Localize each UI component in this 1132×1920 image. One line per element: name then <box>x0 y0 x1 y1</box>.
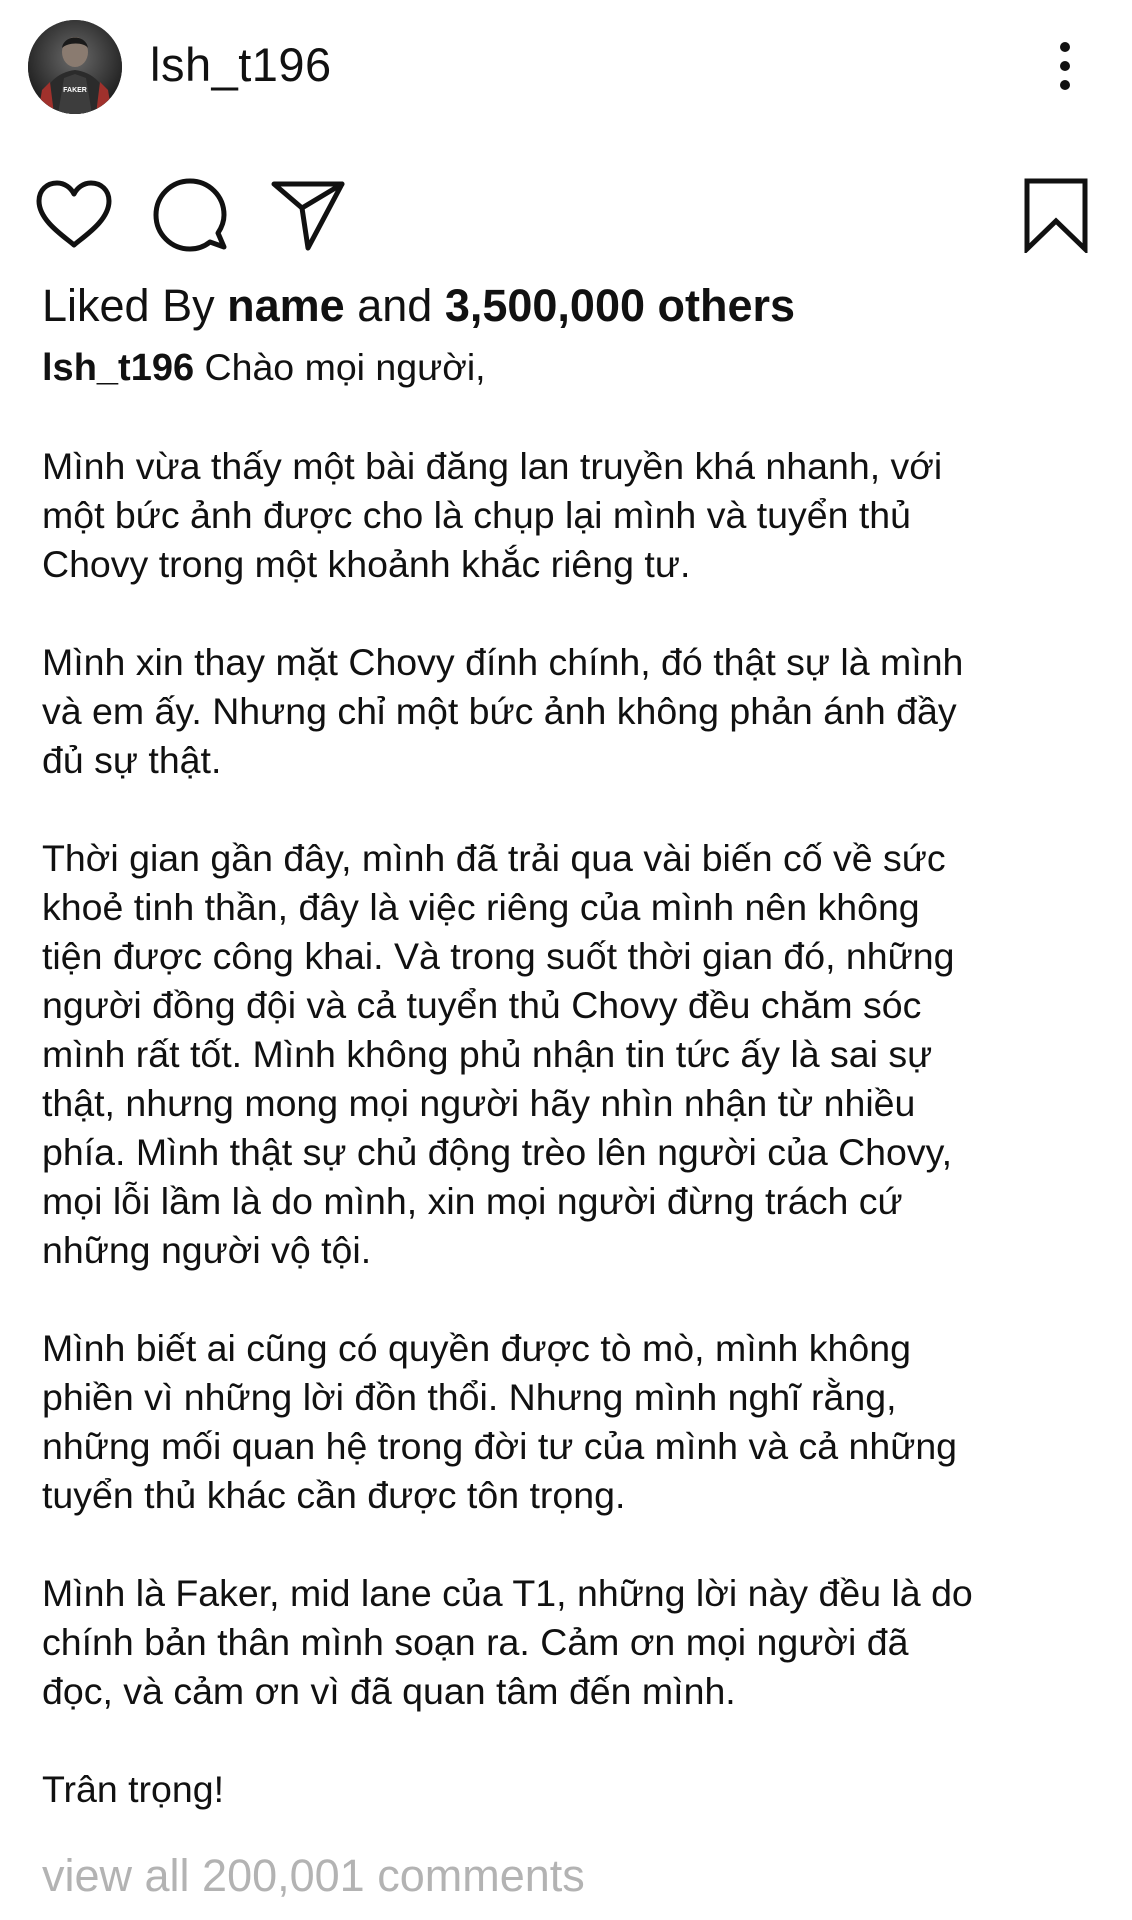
caption-line: Chovy trong một khoảnh khắc riêng tư. <box>42 543 691 585</box>
caption-greeting: Chào mọi người, <box>204 346 486 388</box>
caption-line: Thời gian gần đây, mình đã trải qua vài biến cố về sức <box>42 837 946 879</box>
likes-prefix: Liked By <box>42 280 215 331</box>
caption-line: những người vộ tội. <box>42 1229 372 1271</box>
caption-line: phiền vì những lời đồn thổi. Nhưng mình nghĩ rằng, <box>42 1376 897 1418</box>
post-caption <box>42 343 1102 1863</box>
caption-line: tuyển thủ khác cần được tôn trọng. <box>42 1474 626 1516</box>
caption-line: khoẻ tinh thần, đây là việc riêng của mình nên không <box>42 886 920 928</box>
caption-line: người đồng đội và cả tuyển thủ Chovy đều chăm sóc <box>42 984 922 1026</box>
likes-count[interactable] <box>42 278 795 334</box>
caption-line: Mình xin thay mặt Chovy đính chính, đó thật sự là mình <box>42 641 964 683</box>
heart-icon <box>35 179 113 251</box>
more-dot <box>1060 42 1070 52</box>
caption-paragraph <box>42 834 1102 1275</box>
caption-line: Trân trọng! <box>42 1768 225 1810</box>
caption-line: mình rất tốt. Mình không phủ nhận tin tức ấy là sai sự <box>42 1033 933 1075</box>
caption-line: Mình biết ai cũng có quyền được tò mò, mình không <box>42 1327 911 1369</box>
caption-greeting-line <box>42 343 1102 393</box>
more-vertical-icon[interactable] <box>1040 38 1090 94</box>
like-button[interactable] <box>34 175 114 255</box>
caption-line: một bức ảnh được cho là chụp lại mình và tuyển thủ <box>42 494 912 536</box>
caption-line: đọc, và cảm ơn vì đã quan tâm đến mình. <box>42 1670 736 1712</box>
comment-icon <box>152 177 228 253</box>
caption-line: và em ấy. Nhưng chỉ một bức ảnh không phản ánh đầy <box>42 690 957 732</box>
avatar-image <box>28 20 122 114</box>
send-icon <box>270 178 346 252</box>
avatar[interactable] <box>28 20 122 114</box>
view-all-comments-link[interactable]: view all 200,001 comments <box>42 1850 585 1901</box>
caption-line: đủ sự thật. <box>42 739 222 781</box>
caption-line: Mình là Faker, mid lane của T1, những lời này đều là do <box>42 1572 973 1614</box>
caption-line: những mối quan hệ trong đời tư của mình và cả những <box>42 1425 958 1467</box>
caption-line: mọi lỗi lầm là do mình, xin mọi người đừng trách cứ <box>42 1180 903 1222</box>
caption-paragraph <box>42 442 1102 589</box>
more-dot <box>1060 80 1070 90</box>
likes-name[interactable]: name <box>227 280 345 331</box>
likes-middle: and <box>357 280 433 331</box>
post-username[interactable]: lsh_t196 <box>150 38 332 91</box>
comment-button[interactable] <box>150 175 230 255</box>
save-button[interactable] <box>1016 175 1096 255</box>
caption-line: tiện được công khai. Và trong suốt thời gian đó, những <box>42 935 955 977</box>
caption-line: thật, nhưng mong mọi người hãy nhìn nhận từ nhiều <box>42 1082 916 1124</box>
share-button[interactable] <box>268 175 348 255</box>
likes-others[interactable]: 3,500,000 others <box>444 280 796 331</box>
caption-line: phía. Mình thật sự chủ động trèo lên người của Chovy, <box>42 1131 953 1173</box>
caption-username[interactable]: lsh_t196 <box>42 347 195 389</box>
bookmark-icon <box>1023 177 1089 253</box>
post-header <box>0 0 1132 150</box>
avatar-jersey-text: FAKER <box>63 87 87 94</box>
caption-line: chính bản thân mình soạn ra. Cảm ơn mọi người đã <box>42 1621 909 1663</box>
more-dot <box>1060 61 1070 71</box>
caption-paragraph <box>42 1569 1102 1716</box>
caption-line: Mình vừa thấy một bài đăng lan truyền khá nhanh, với <box>42 445 943 487</box>
caption-paragraph <box>42 638 1102 785</box>
caption-paragraph <box>42 1765 1102 1814</box>
caption-paragraph <box>42 1324 1102 1520</box>
action-bar <box>0 175 1132 255</box>
